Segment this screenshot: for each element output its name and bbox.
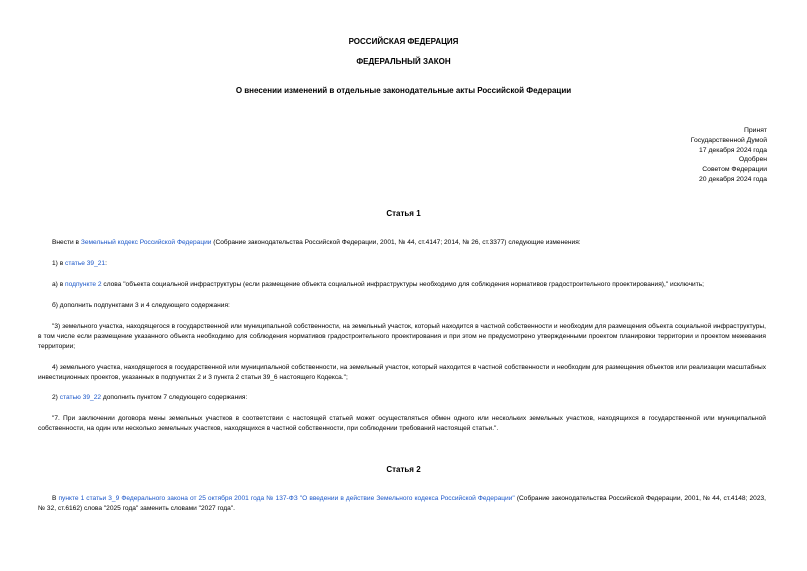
adoption-line: Одобрен bbox=[738, 156, 767, 164]
article-39-21-link[interactable]: статье 39_21 bbox=[65, 260, 106, 267]
article-39-22-link[interactable]: статью 39_22 bbox=[59, 394, 102, 401]
adoption-line: Советом Федерации bbox=[702, 166, 767, 174]
article1-item2: 2) статью 39_22 дополнить пунктом 7 следующего содержания: bbox=[52, 394, 248, 401]
land-code-link[interactable]: Земельный кодекс Российской Федерации bbox=[80, 239, 212, 246]
article1-intro: Внести в Земельный кодекс Российской Федерации (Собрание законодательства Российской Федерации, 2001, № 44, ст.4147; 2014, № 26, ст.3377) следующие изменения: bbox=[52, 239, 581, 246]
adoption-line: 17 декабря 2024 года bbox=[699, 146, 767, 154]
adoption-line: Принят bbox=[743, 127, 767, 134]
article1-item-b: б) дополнить подпунктами 3 и 4 следующего содержания: bbox=[52, 302, 230, 309]
federal-law-137-link[interactable]: пункте 1 статьи 3_9 Федерального закона от 25 октября 2001 года № 137-ФЗ "О введении в действие Земельного кодекса Российской Федерации" bbox=[58, 495, 515, 502]
article2-heading: Статья 2 bbox=[386, 465, 421, 474]
article1-item1: 1) в статье 39_21: bbox=[52, 260, 107, 267]
article2-text: В пункте 1 статьи 3_9 Федерального закона от 25 октября 2001 года № 137-ФЗ "О введении в действие Земельного кодекса Российской Федерации" (Собрание законодательства Российской Федерации, 2001, № 44, ст.4148; 2023, № 32, ст.6162) слова "2025 года" заменить словами "2027 года". bbox=[38, 495, 766, 512]
adoption-block bbox=[567, 126, 767, 185]
article1-heading: Статья 1 bbox=[386, 209, 421, 218]
doc-type-heading: ФЕДЕРАЛЬНЫЙ ЗАКОН bbox=[356, 57, 451, 66]
adoption-line: 20 декабря 2024 года bbox=[699, 175, 767, 183]
adoption-line: Государственной Думой bbox=[690, 136, 767, 144]
subpoint-2-link[interactable]: подпункте 2 bbox=[65, 281, 102, 288]
article1-item-a: а) в подпункте 2 слова "объекта социальной инфраструктуры (если размещение объекта социальной инфраструктуры необходимо для соблюдения нормативов градостроительного проектирования)," исключить; bbox=[52, 281, 704, 288]
country-heading: РОССИЙСКАЯ ФЕДЕРАЦИЯ bbox=[348, 37, 459, 46]
article1-quote3: "3) земельного участка, находящегося в государственной или муниципальной собственности, на земельный участок, который находится в частной собственности и необходим для размещения объекта социальной инфраструктуры, в том числе если размещение указанного объекта необходимо для соблюдения нормативов градостроительного проектирования и при этом не предусмотрено утвержденными проектом планировки территории и проектом межевания территории; bbox=[38, 323, 766, 350]
article1-quote7: "7. При заключении договора мены земельных участков в соответствии с настоящей статьей может осуществляться обмен одного или нескольких земельных участков, находящихся в государственной или муниципальной собственности, на один или несколько земельных участков, находящихся в частной собственности, при соблюдении требований настоящей статьи.". bbox=[38, 415, 766, 432]
page-title: О внесении изменений в отдельные законодательные акты Российской Федерации bbox=[235, 86, 572, 95]
article1-quote4: 4) земельного участка, находящегося в государственной или муниципальной собственности, на земельный участок, который находится в частной собственности и необходим для размещения объектов или реализации масштабных инвестиционных проектов, указанных в подпунктах 2 и 3 пункта 2 статьи 39_6 настоящего Кодекса."; bbox=[38, 364, 766, 381]
